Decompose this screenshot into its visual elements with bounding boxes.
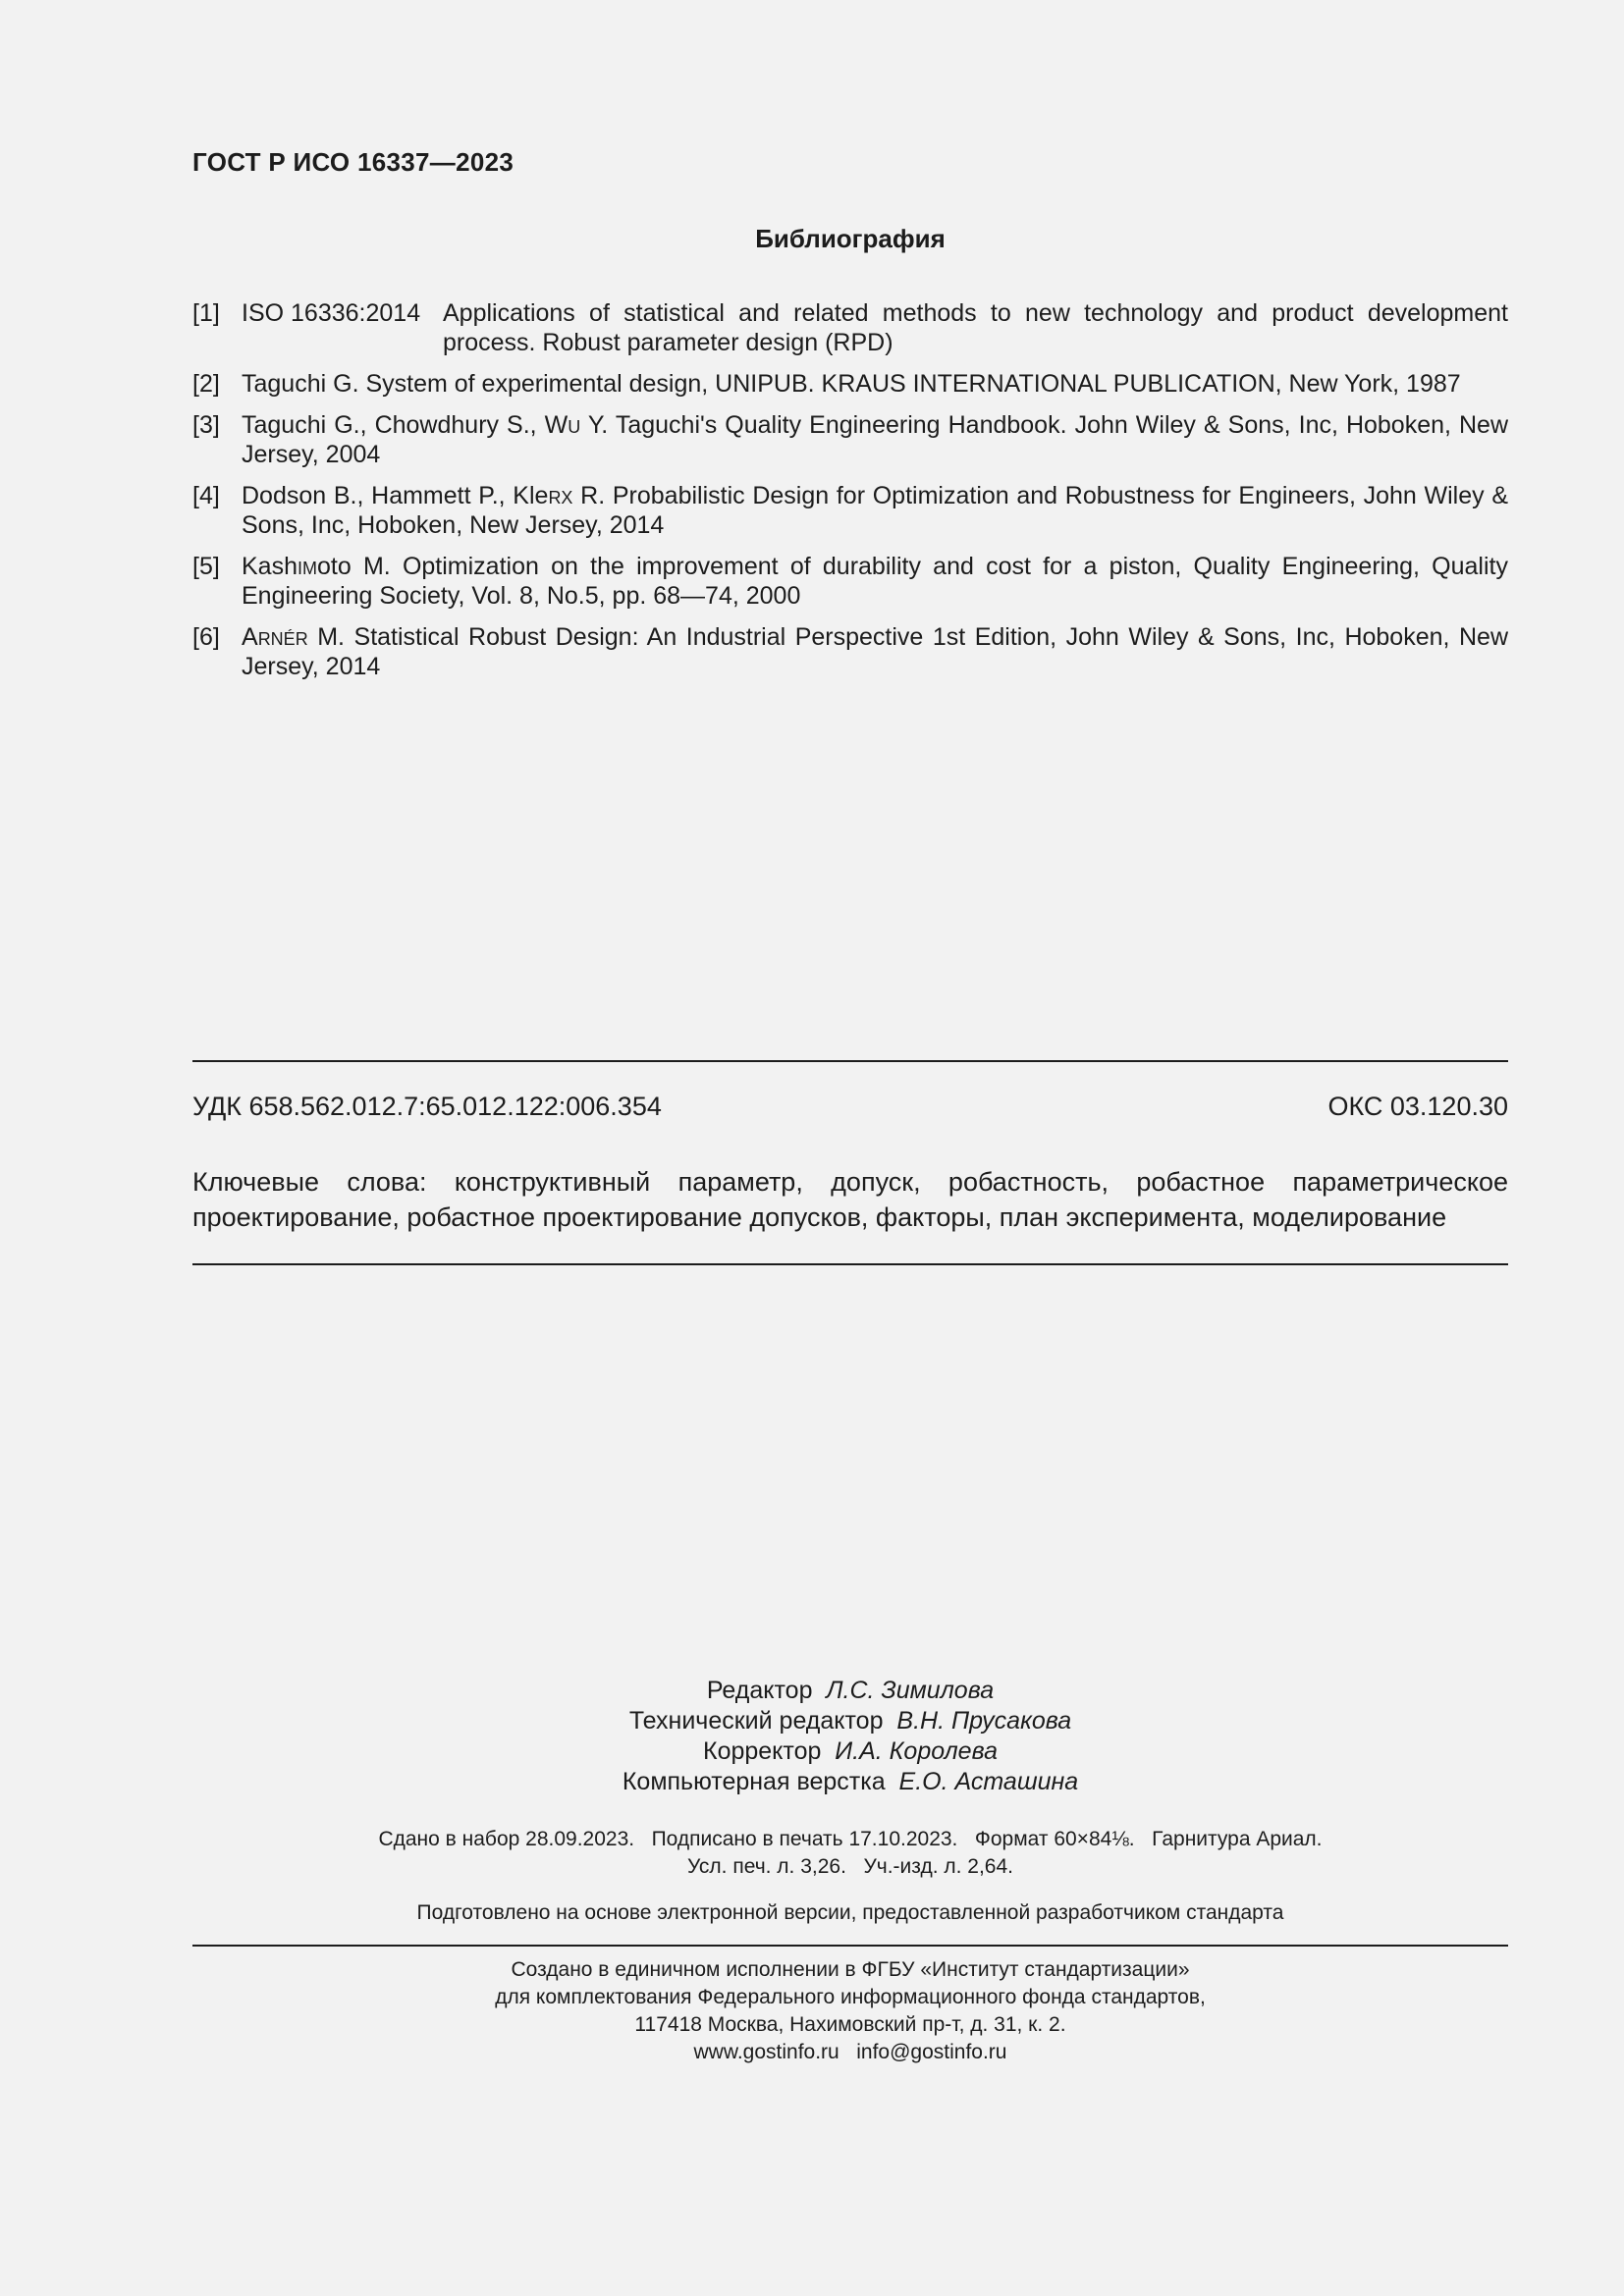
reference-6	[192, 622, 1508, 681]
reference-number: [4]	[192, 482, 220, 509]
reference-number: [5]	[192, 553, 220, 580]
credits-block	[192, 1676, 1508, 1797]
reference-author: A	[242, 623, 258, 651]
print-info	[192, 1826, 1508, 1881]
reference-text: Y. Taguchi's Quality Engineering Handbook. John Wiley & Sons, Inc, Hoboken, New Jersey, 2004	[242, 411, 1509, 468]
keywords: Ключевые слова: конструктивный параметр, допуск, робастность, робастное параметрическое проектирование, робастное проектирование допусков, факторы, план эксперимента, моделирование	[192, 1167, 1508, 1232]
oks-code: ОКС 03.120.30	[1327, 1092, 1508, 1121]
reference-4	[192, 481, 1508, 540]
reference-number: [1]	[192, 299, 220, 327]
credit-role: Корректор	[703, 1737, 822, 1765]
reference-author-smallcaps: u	[568, 411, 581, 439]
reference-author-rest: oto	[316, 553, 352, 580]
reference-body	[242, 369, 1508, 399]
divider-footer	[192, 1945, 1508, 1947]
credit-name: Л.С. Зимилова	[826, 1677, 995, 1704]
credit-role: Технический редактор	[628, 1707, 884, 1735]
credit-role: Редактор	[706, 1677, 813, 1704]
reference-text: M. Optimization on the improvement of durability and cost for a piston, Quality Engineering, Quality Engineering Society, Vol. 8, No.5, pp. 68—74, 2000	[242, 553, 1508, 610]
reference-1	[192, 298, 1508, 357]
bibliography-title: Библиография	[755, 224, 946, 253]
divider-bottom	[192, 1263, 1508, 1265]
publisher-contacts	[192, 2039, 1508, 2066]
credit-proofreader	[192, 1736, 1508, 1767]
reference-code: ISO 16336:2014	[242, 299, 421, 327]
website-link[interactable]: www.gostinfo.ru	[693, 2041, 839, 2063]
reference-body	[242, 622, 1508, 681]
print-info-line-1: Сдано в набор 28.09.2023. Подписано в печать 17.10.2023. Формат 60×84⅛. Гарнитура Ариал.	[378, 1828, 1323, 1850]
credit-technical-editor	[192, 1706, 1508, 1736]
reference-number: [3]	[192, 411, 220, 439]
reference-author-smallcaps: im	[297, 553, 317, 580]
reference-text: M. Statistical Robust Design: An Industrial Perspective 1st Edition, John Wiley & Sons, Inc, Hoboken, New Jersey, 2014	[242, 623, 1508, 680]
reference-body	[242, 410, 1508, 469]
classification-row	[192, 1092, 1508, 1122]
credit-name: И.А. Королева	[835, 1737, 998, 1765]
credit-name: В.Н. Прусакова	[896, 1707, 1072, 1735]
reference-body	[242, 552, 1508, 611]
publisher-line-1: Создано в единичном исполнении в ФГБУ «Институт стандартизации»	[511, 1958, 1190, 1981]
reference-author: Taguchi	[242, 370, 327, 398]
credit-role: Компьютерная верстка	[622, 1768, 886, 1795]
reference-author-smallcaps: rnér	[257, 623, 308, 651]
prepared-note: Подготовлено на основе электронной версии, предоставленной разработчиком стандарта	[416, 1901, 1284, 1924]
divider-top	[192, 1060, 1508, 1062]
reference-number: [6]	[192, 623, 220, 651]
reference-text: Applications of statistical and related methods to new technology and product development process. Robust parameter design (RPD)	[443, 299, 1508, 356]
reference-author: Dodson B., Hammett P., Kle	[242, 482, 549, 509]
reference-number: [2]	[192, 370, 220, 398]
credit-editor	[192, 1676, 1508, 1706]
print-info-line-2: Усл. печ. л. 3,26. Уч.-изд. л. 2,64.	[686, 1855, 1013, 1878]
udk-code: УДК 658.562.012.7:65.012.122:006.354	[192, 1092, 662, 1121]
email-link[interactable]: info@gostinfo.ru	[856, 2041, 1007, 2063]
publisher-line-3: 117418 Москва, Нахимовский пр-т, д. 31, к. 2.	[634, 2013, 1066, 2036]
reference-author: Kash	[242, 553, 298, 580]
reference-author: Taguchi G., Chowdhury S., W	[242, 411, 568, 439]
publisher-info	[192, 1956, 1508, 2066]
reference-author-initials: G.	[326, 370, 359, 398]
credit-layout	[192, 1767, 1508, 1797]
credit-name: Е.О. Асташина	[898, 1768, 1079, 1795]
reference-author-smallcaps: rx	[548, 482, 573, 509]
standard-code: ГОСТ Р ИСО 16337—2023	[192, 147, 514, 177]
reference-body	[242, 481, 1508, 540]
reference-3	[192, 410, 1508, 469]
bibliography-list	[192, 298, 1508, 693]
reference-text: R. Probabilistic Design for Optimization and Robustness for Engineers, John Wiley & Sons, Inc, Hoboken, New Jersey, 2014	[242, 482, 1509, 539]
publisher-line-2: для комплектования Федерального информационного фонда стандартов,	[495, 1986, 1206, 2008]
reference-text: System of experimental design, UNIPUB. KRAUS INTERNATIONAL PUBLICATION, New York, 1987	[358, 370, 1461, 398]
reference-2	[192, 369, 1508, 399]
reference-5	[192, 552, 1508, 611]
